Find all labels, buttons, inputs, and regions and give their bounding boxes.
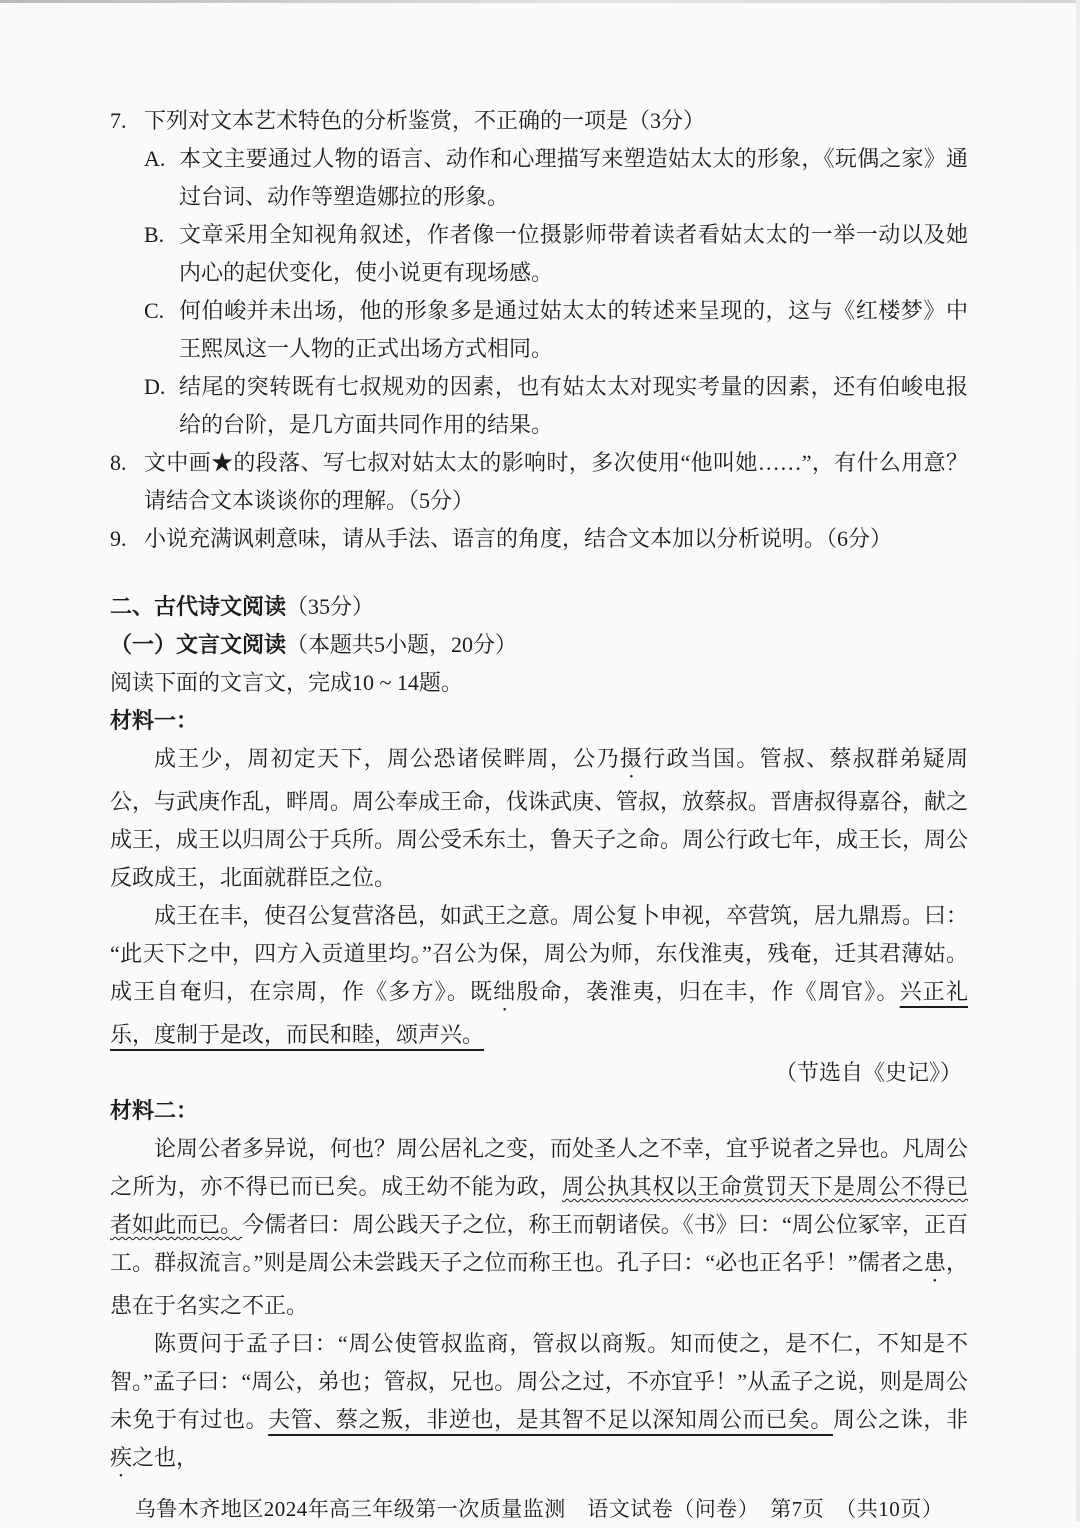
subsection-heading-score: （本题共5小题，20分） xyxy=(286,632,518,657)
question-7-number: 7. xyxy=(110,108,127,133)
wavy-underlined-sentence: 周公执其权以王命赏罚天下是周公不得已者如此而已。 xyxy=(110,1174,968,1237)
subsection-heading-title: （一）文言文阅读 xyxy=(110,632,287,657)
question-7-stem: 下列对文本艺术特色的分析鉴赏，不正确的一项是（3分） xyxy=(144,108,706,133)
question-8-stem: 文中画★的段落、写七叔对姑太太的影响时，多次使用“他叫她……”，有什么用意？请结合文本谈谈你的理解。（5分） xyxy=(144,450,968,513)
material-1-label: 材料一： xyxy=(110,708,199,733)
question-9 xyxy=(110,520,968,558)
option-a-text: 本文主要通过人物的语言、动作和心理描写来塑造姑太太的形象，《玩偶之家》通过台词、动作等塑造娜拉的形象。 xyxy=(179,146,968,209)
text-segment: 论周公者多异说，何也？周公居礼之变，而处圣人之不幸，宜乎说者之异也。凡周公之所为，亦不得已而已矣。成王幼不能为政， xyxy=(110,1136,969,1199)
material-2-label: 材料二： xyxy=(110,1098,199,1123)
material-2-paragraph-2 xyxy=(110,1325,968,1482)
passage-instruction: 阅读下面的文言文，完成10 ~ 14题。 xyxy=(110,670,463,695)
text-segment: 殷命，袭淮夷，归在丰，作《周官》。 xyxy=(516,979,900,1004)
text-segment: 之也， xyxy=(132,1445,199,1470)
section-heading-score: （35分） xyxy=(286,594,375,619)
text-segment: 今儒者曰：周公践天子之位，称王而朝诸侯。《书》曰：“周公位冢宰，正百工。群叔流言。”则是周公未尝践天子之位而称王也。孔子曰：“必也正名乎！”儒者之 xyxy=(110,1212,968,1275)
option-c-label: C. xyxy=(144,298,165,323)
question-7-body xyxy=(144,102,968,444)
text-segment: 行政当国。管叔、蔡叔群弟疑周公，与武庚作乱，畔周。周公奉成王命，伐诛武庚、管叔，放蔡叔。晋唐叔得嘉谷，献之成王，成王以归周公于兵所。周公受禾东土，鲁天子之命。周公行政七年，成王长，周公反政成王，北面就群臣之位。 xyxy=(110,746,969,890)
option-a-label: A. xyxy=(144,146,166,171)
question-7-option-b xyxy=(144,216,968,292)
dotted-term-huan: 患 xyxy=(923,1250,946,1275)
option-b-text: 文章采用全知视角叙述，作者像一位摄影师带着读者看姑太太的一举一动以及她内心的起伏变化，使小说更有现场感。 xyxy=(179,222,968,285)
material-2-paragraph-1 xyxy=(110,1130,968,1325)
option-d-label: D. xyxy=(144,374,166,399)
material-1-paragraph-1 xyxy=(110,740,968,897)
dotted-term-ji: 疾 xyxy=(110,1445,133,1470)
question-9-stem: 小说充满讽刺意味，请从手法、语言的角度，结合文本加以分析说明。（6分） xyxy=(144,526,893,551)
text-segment: 成王在丰，使召公复营洛邑，如武王之意。周公复卜申视，卒营筑，居九鼎焉。曰：“此天下之中，四方入贡道里均。”召公为保，周公为师，东伐淮夷，残奄，迁其君薄姑。成王自奄归，在宗周，作《多方》。既 xyxy=(110,903,969,1004)
material-1-source: （节选自《史记》） xyxy=(774,1060,962,1085)
question-8-number: 8. xyxy=(110,450,127,475)
section-heading xyxy=(110,588,968,626)
dotted-term-chu: 绌 xyxy=(493,979,517,1004)
question-7-option-a xyxy=(144,140,968,216)
question-8 xyxy=(110,444,968,520)
option-d-text: 结尾的突转既有七叔规劝的因素，也有姑太太对现实考量的因素，还有伯峻电报给的台阶，是几方面共同作用的结果。 xyxy=(179,374,968,437)
section-heading-title: 二、古代诗文阅读 xyxy=(110,594,287,619)
text-segment: 周公之诛，非 xyxy=(833,1407,968,1432)
underlined-sentence: 夫管、蔡之叛，非逆也，是其智不足以深知周公而已矣。 xyxy=(268,1407,833,1432)
question-7 xyxy=(110,102,968,444)
page-footer: 乌鲁木齐地区2024年高三年级第一次质量监测 语文试卷（问卷） 第7页 （共10页） xyxy=(134,1497,944,1521)
text-segment: 成王少，周初定天下，周公恐诸侯畔周，公乃 xyxy=(154,746,620,771)
text-segment: 陈贾问于孟子曰：“周公使管叔监商，管叔以商叛。知而使之，是不仁，不知是不智。”孟子曰：“周公，弟也；管叔，兄也。周公之过，不亦宜乎！”从孟子之说，则是周公未免于有过也。 xyxy=(110,1331,968,1432)
underlined-sentence: 兴正礼乐，度制于是改，而民和睦，颂声兴。 xyxy=(110,979,968,1047)
dotted-term-she: 摄 xyxy=(619,746,644,771)
exam-content xyxy=(110,102,968,1528)
material-1-paragraph-2 xyxy=(110,897,968,1054)
question-7-option-d xyxy=(144,368,968,444)
option-c-text: 何伯峻并未出场，他的形象多是通过姑太太的转述来呈现的，这与《红楼梦》中王熙凤这一人物的正式出场方式相同。 xyxy=(179,298,968,361)
text-segment: ，患在于名实之不正。 xyxy=(110,1250,968,1318)
subsection-heading xyxy=(110,626,968,664)
question-9-number: 9. xyxy=(110,526,127,551)
question-7-option-c xyxy=(144,292,968,368)
option-b-label: B. xyxy=(144,222,165,247)
